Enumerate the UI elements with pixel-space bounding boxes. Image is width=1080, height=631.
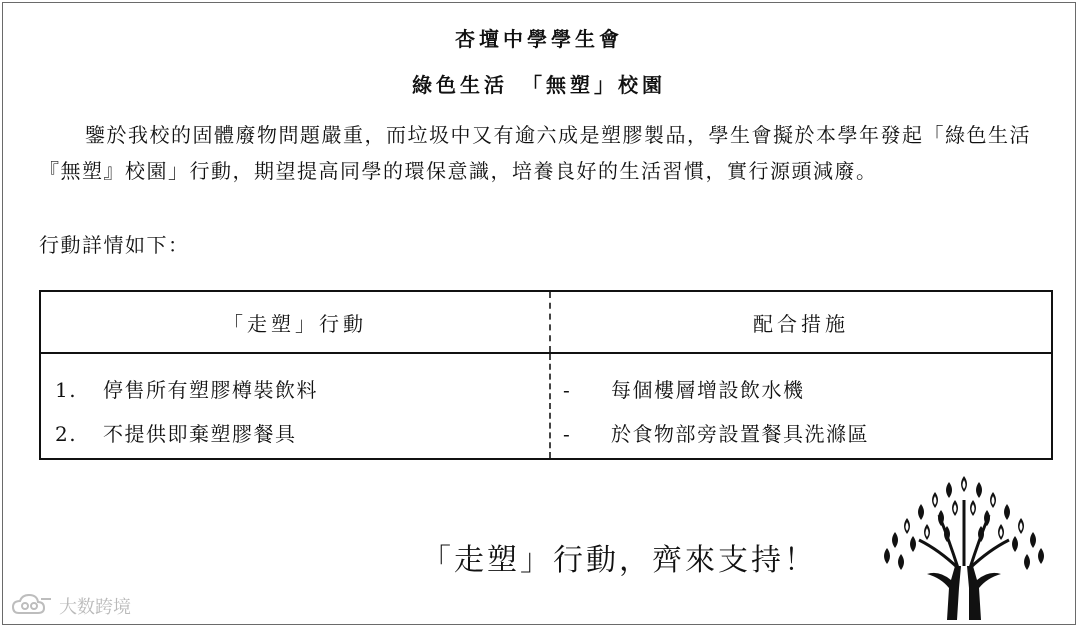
document-page [2,2,1076,625]
watermark-text: 大数跨境 [59,597,131,618]
measure-bullet: - [563,378,572,402]
measure-text: 每個樓層增設飲水機 [611,378,805,402]
header-action: 「走塑」行動 [40,291,550,353]
watermark [11,593,131,619]
cloud-logo-icon [11,593,55,619]
tree-hands-icon [869,470,1059,620]
table-body-row [40,353,1052,459]
measure-text: 於食物部旁設置餐具洗滌區 [611,422,869,446]
action-cell [40,353,550,459]
action-item [41,368,549,412]
details-label: 行動詳情如下： [39,233,190,257]
org-title: 杏壇中學學生會 [455,27,623,51]
measure-item [551,412,1051,456]
action-text: 停售所有塑膠樽裝飲料 [103,378,318,402]
action-number: 1. [55,378,78,402]
action-item [41,412,549,456]
measure-cell [550,353,1052,459]
table-header-row [40,291,1052,353]
measure-bullet: - [563,422,572,446]
action-text: 不提供即棄塑膠餐具 [103,422,297,446]
intro-paragraph: 鑒於我校的固體廢物問題嚴重，而垃圾中又有逾六成是塑膠製品，學生會擬於本學年發起「綠色生活 『無塑』校園」行動，期望提高同學的環保意識，培養良好的生活習慣，實行源頭減廢。 [39,123,1053,183]
measures-table [39,290,1053,460]
measure-item [551,368,1051,412]
campaign-title: 綠色生活 「無塑」校園 [412,73,666,97]
action-number: 2. [55,422,78,446]
slogan: 「走塑」行動，齊來支持！ [421,543,817,578]
header-measure: 配合措施 [550,291,1052,353]
